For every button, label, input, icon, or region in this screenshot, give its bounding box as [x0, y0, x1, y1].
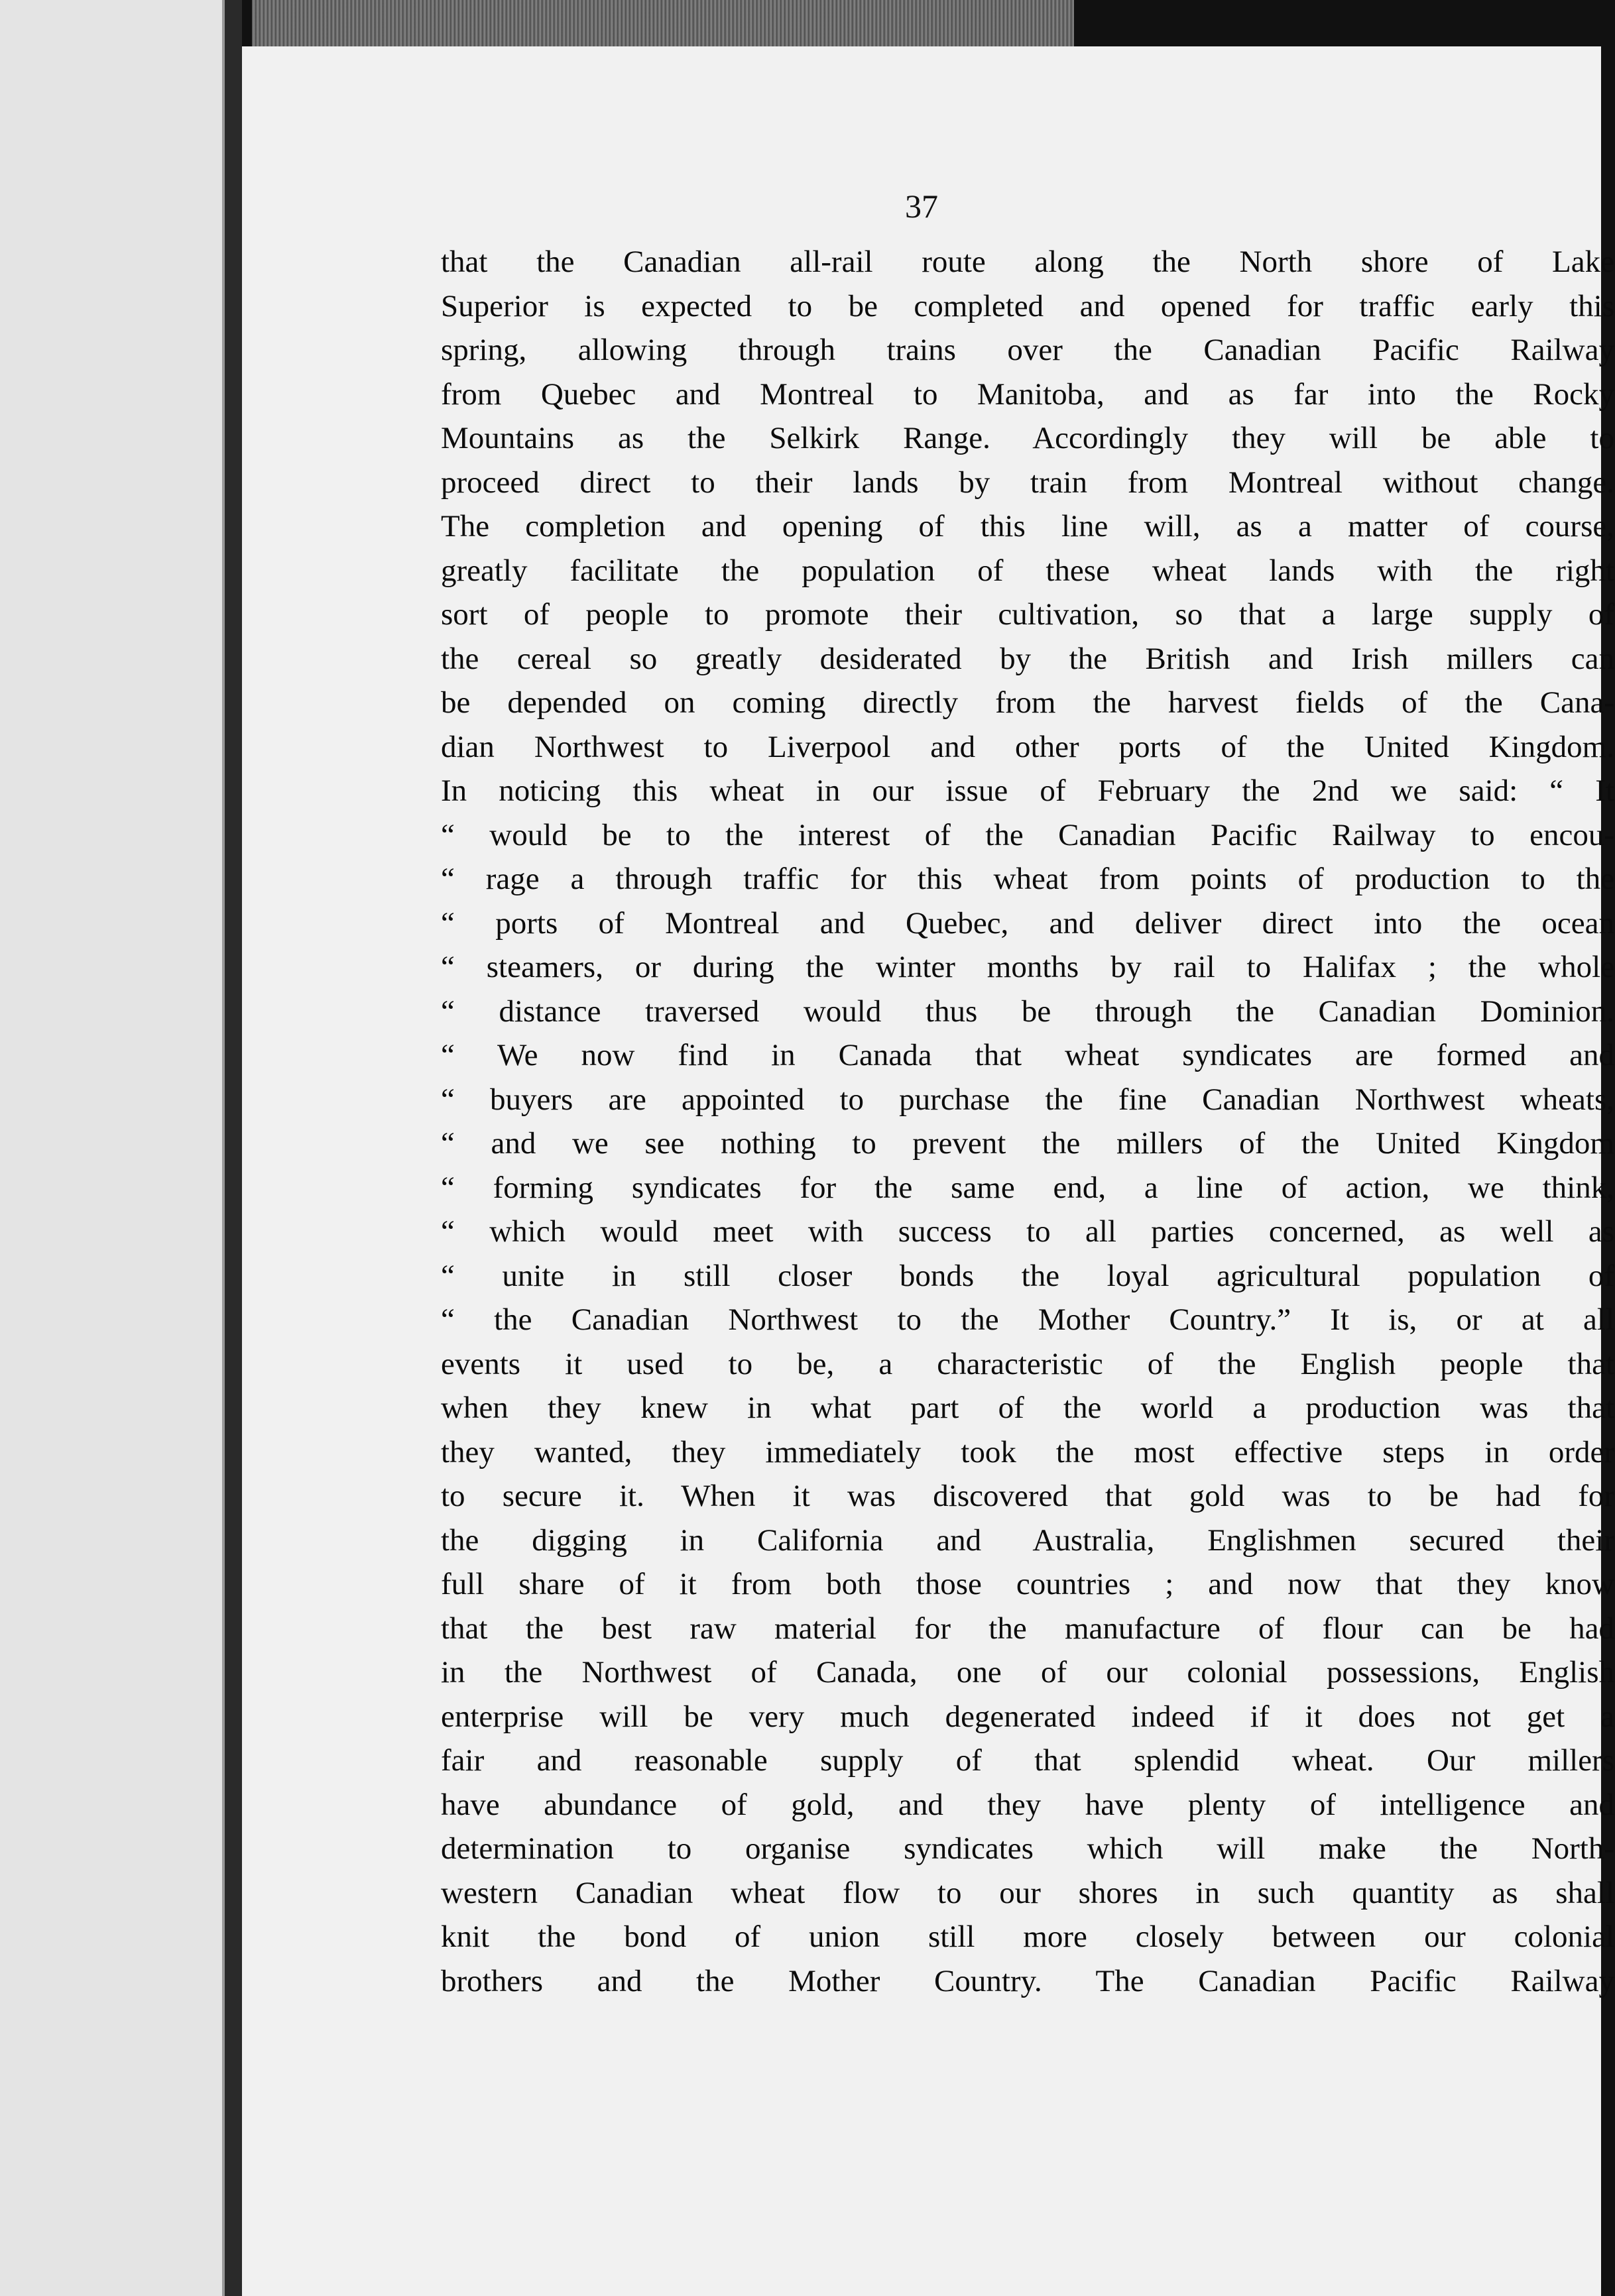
text-line: that the Canadian all-rail route along the North shore of Lake	[441, 245, 1614, 279]
text-line: “ ports of Montreal and Quebec, and deliver direct into the ocean	[441, 905, 1614, 941]
text-line: “ We now find in Canada that wheat syndicates are formed and	[441, 1038, 1614, 1072]
page-top-edge	[252, 0, 1074, 46]
text-line: enterprise will be very much degenerated indeed if it does not get a	[441, 1699, 1614, 1734]
text-line: be depended on coming directly from the harvest fields of the Cana-	[441, 685, 1614, 720]
text-line: when they knew in what part of the world a production was that	[441, 1391, 1614, 1425]
text-line: western Canadian wheat flow to our shores in such quantity as shall	[441, 1875, 1614, 1910]
text-line: “ and we see nothing to prevent the millers of the United Kingdom	[441, 1126, 1614, 1161]
text-line: events it used to be, a characteristic of the English people that	[441, 1346, 1614, 1381]
text-line: “ rage a through traffic for this wheat from points of production to the	[441, 862, 1614, 896]
page-number: 37	[905, 188, 938, 225]
text-line: the digging in California and Australia, Englishmen secured their	[441, 1522, 1614, 1558]
text-line: Mountains as the Selkirk Range. Accordingly they will be able to	[441, 421, 1614, 455]
text-line: in the Northwest of Canada, one of our colonial possessions, English	[441, 1655, 1614, 1690]
text-line: Superior is expected to be completed and opened for traffic early this	[441, 288, 1614, 323]
text-line: have abundance of gold, and they have plenty of intelligence and	[441, 1787, 1614, 1822]
text-line: “ would be to the interest of the Canadian Pacific Railway to encou-	[441, 817, 1614, 852]
text-line: greatly facilitate the population of these wheat lands with the right	[441, 553, 1614, 588]
text-line: fair and reasonable supply of that splendid wheat. Our millers	[441, 1743, 1614, 1778]
text-line: The completion and opening of this line will, as a matter of course,	[441, 509, 1614, 544]
text-line: In noticing this wheat in our issue of February the 2nd we said: “ It	[441, 774, 1614, 808]
text-line: spring, allowing through trains over the Canadian Pacific Railway	[441, 333, 1614, 367]
text-line: “ the Canadian Northwest to the Mother Country.” It is, or at all	[441, 1302, 1614, 1337]
left-page-blank	[0, 0, 225, 2296]
text-line: “ distance traversed would thus be through the Canadian Dominion.	[441, 994, 1614, 1029]
text-line: determination to organise syndicates which will make the North-	[441, 1831, 1614, 1866]
text-line: proceed direct to their lands by train from Montreal without change.	[441, 465, 1614, 500]
text-line: “ forming syndicates for the same end, a line of action, we think,	[441, 1170, 1614, 1205]
text-line: “ steamers, or during the winter months by rail to Halifax ; the whole	[441, 950, 1614, 984]
text-line: brothers and the Mother Country. The Canadian Pacific Railway	[441, 1963, 1614, 1998]
text-line: dian Northwest to Liverpool and other ports of the United Kingdom.	[441, 729, 1614, 764]
text-line: they wanted, they immediately took the most effective steps in order	[441, 1434, 1614, 1469]
text-line: “ unite in still closer bonds the loyal agricultural population of	[441, 1258, 1614, 1293]
body-text	[441, 240, 1614, 2003]
text-line: the cereal so greatly desiderated by the British and Irish millers can	[441, 641, 1614, 676]
text-line: sort of people to promote their cultivation, so that a large supply of	[441, 597, 1614, 632]
text-line: from Quebec and Montreal to Manitoba, and as far into the Rocky	[441, 376, 1614, 412]
book-binding	[225, 0, 242, 2296]
text-line: knit the bond of union still more closely between our colonial	[441, 1920, 1614, 1954]
right-page	[242, 46, 1614, 2296]
text-line: “ which would meet with success to all parties concerned, as well as	[441, 1214, 1614, 1249]
text-line: full share of it from both those countries ; and now that they know	[441, 1567, 1614, 1601]
text-line: to secure it. When it was discovered that gold was to be had for	[441, 1479, 1614, 1513]
text-line: that the best raw material for the manufacture of flour can be had	[441, 1611, 1614, 1646]
text-line: “ buyers are appointed to purchase the fine Canadian Northwest wheats,	[441, 1082, 1614, 1117]
